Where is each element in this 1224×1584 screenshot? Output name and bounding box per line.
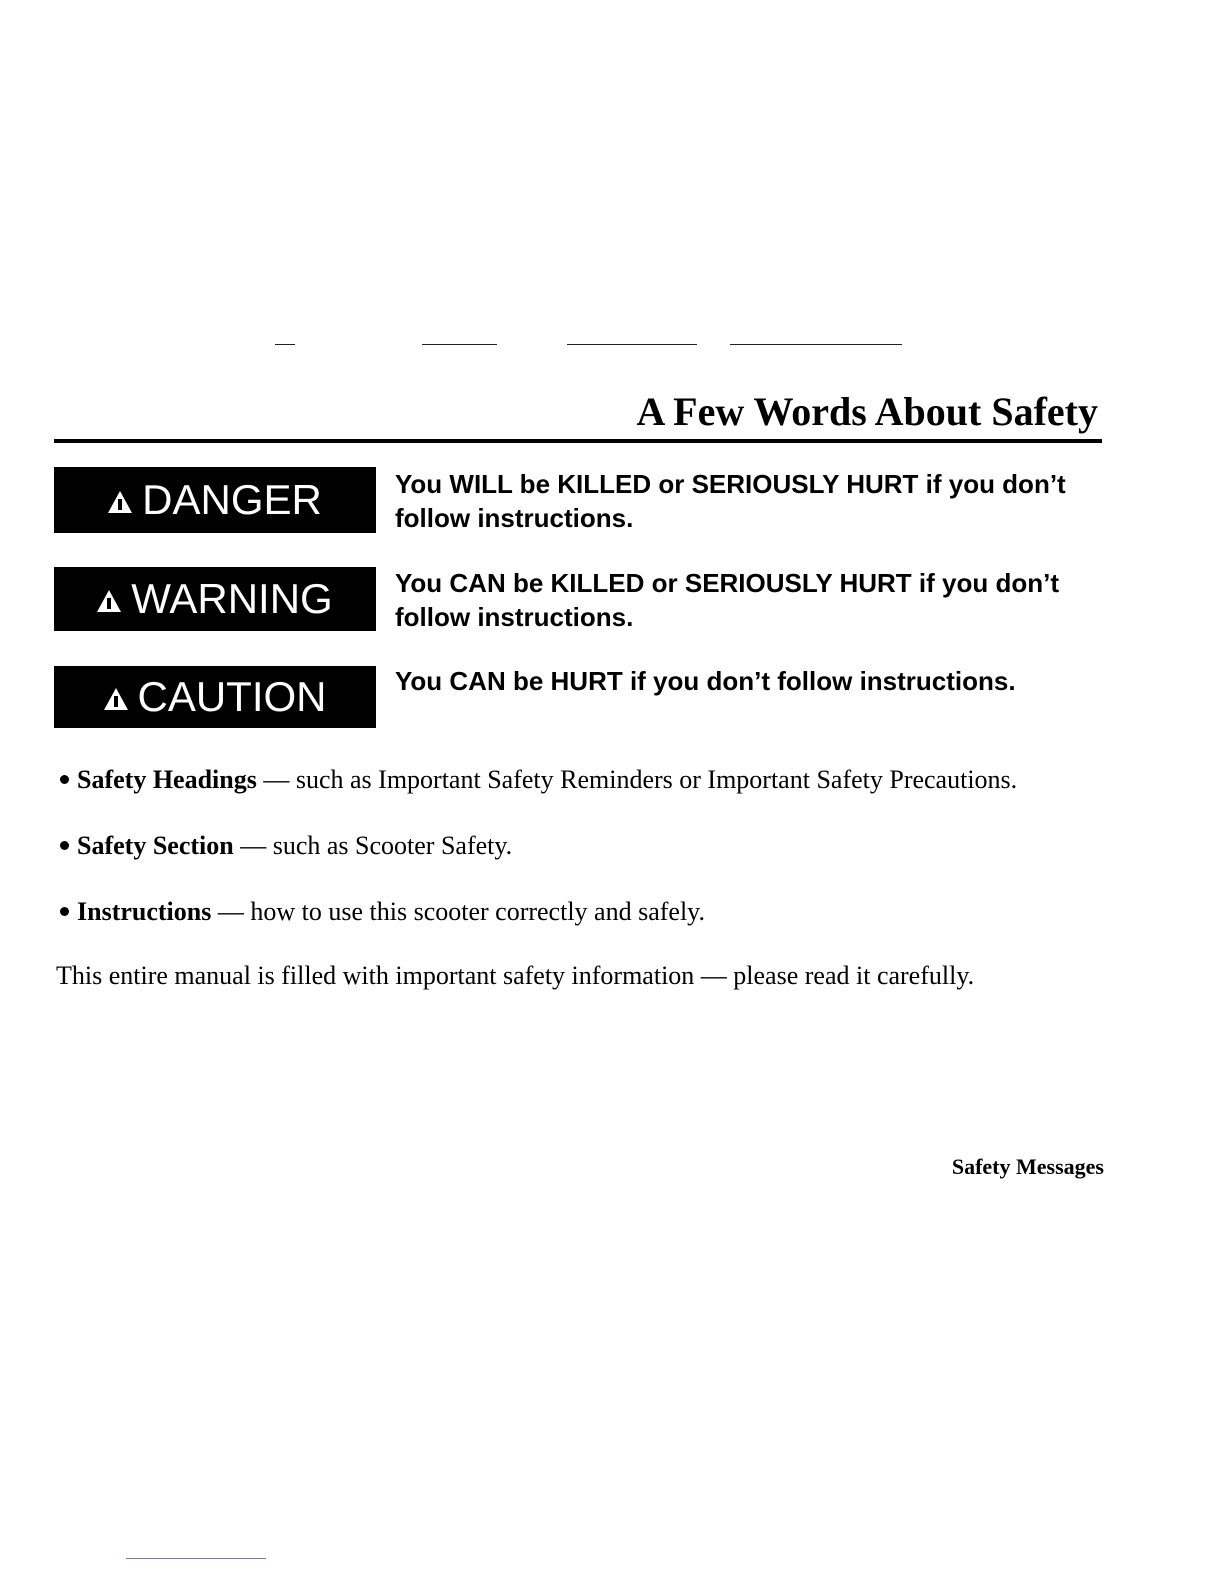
caution-message: You CAN be HURT if you don’t follow instructions. (395, 666, 1016, 696)
bullet-icon (60, 775, 69, 784)
warning-message: You CAN be KILLED or SERIOUSLY HURT if you don’t follow instructions. (395, 568, 1059, 632)
closing-paragraph: This entire manual is filled with important safety information — please read it carefully. (56, 961, 975, 990)
caution-label (54, 666, 376, 728)
scan-line (275, 344, 295, 345)
title-rule (54, 439, 1102, 443)
danger-message: You WILL be KILLED or SERIOUSLY HURT if you don’t follow instructions. (395, 469, 1066, 533)
signal-word: WARNING (131, 575, 333, 622)
bullet-icon (60, 907, 69, 916)
signal-word: CAUTION (137, 673, 327, 720)
warning-label (54, 567, 376, 631)
bullet-icon (60, 841, 69, 850)
page-title: A Few Words About Safety (636, 389, 1098, 434)
signal-word: DANGER (142, 476, 322, 523)
warning-triangle-icon (97, 590, 121, 612)
scan-line (422, 344, 497, 345)
bullet-text: — such as Scooter Safety. (233, 831, 513, 860)
warning-triangle-icon (108, 491, 132, 513)
bullet-term: Safety Section (77, 831, 234, 860)
bullet-text: — such as Important Safety Reminders or Important Safety Precautions. (256, 765, 1018, 794)
bullet-text: — how to use this scooter correctly and safely. (211, 897, 705, 926)
scan-line (567, 344, 697, 345)
section-footer: Safety Messages (951, 1154, 1104, 1179)
danger-label (54, 467, 376, 533)
scan-line (126, 1558, 266, 1559)
list-item (60, 896, 705, 928)
list-item (60, 830, 512, 862)
warning-triangle-icon (104, 688, 128, 710)
scan-line (730, 344, 902, 345)
bullet-term: Safety Headings (77, 765, 257, 794)
bullet-term: Instructions (77, 897, 212, 926)
list-item (60, 764, 1017, 796)
